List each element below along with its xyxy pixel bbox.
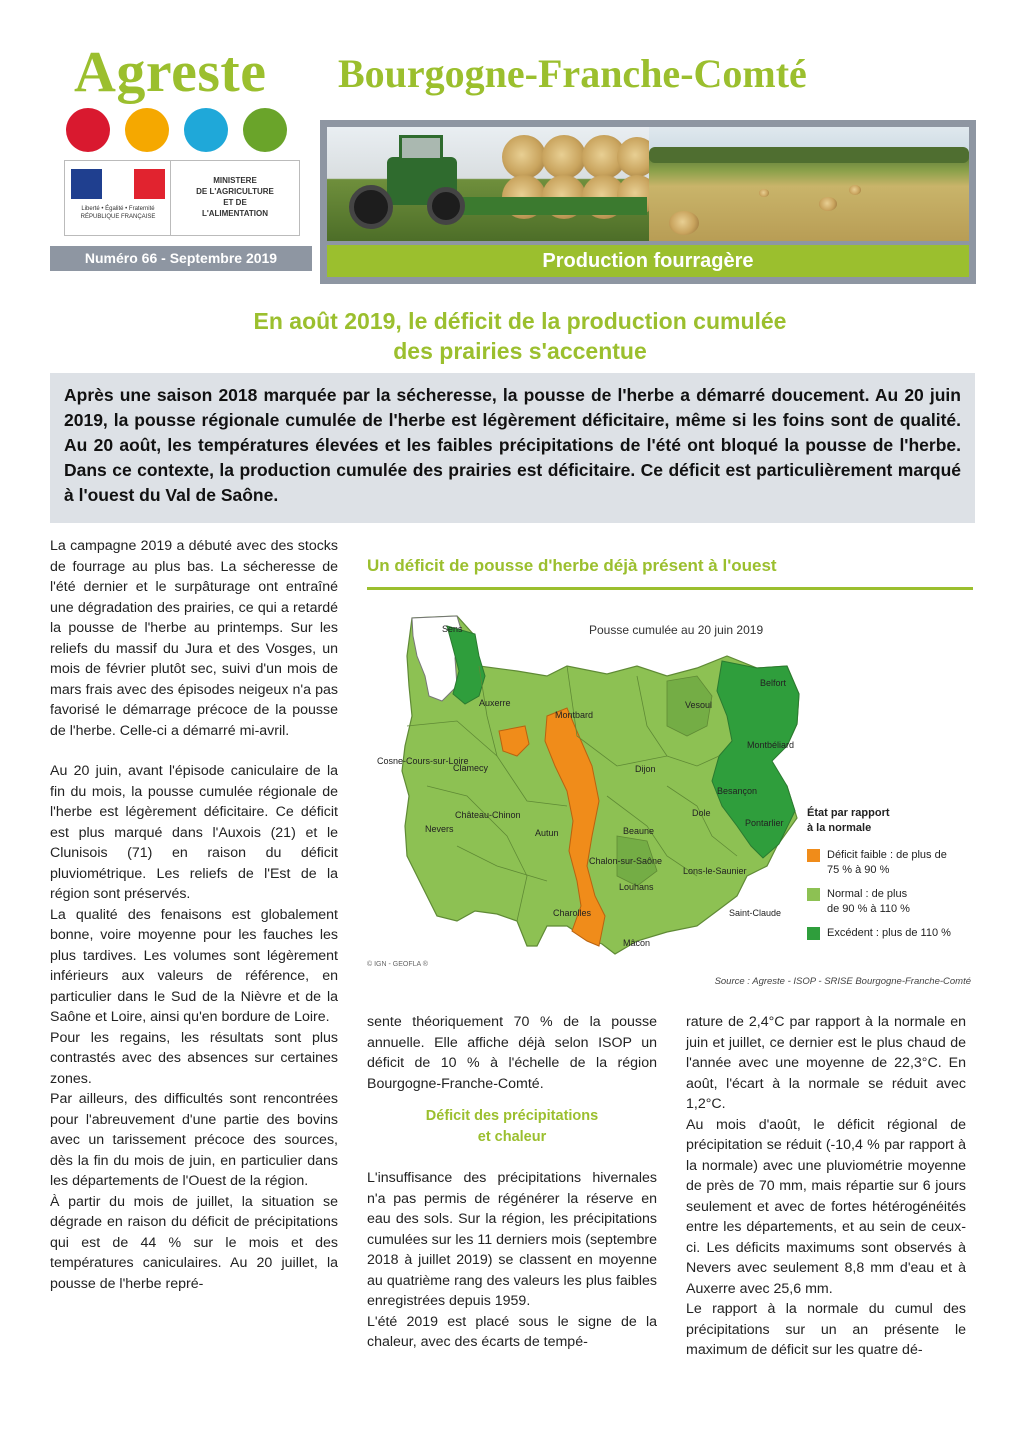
- french-flag-icon: [71, 169, 165, 199]
- paragraph: Au mois d'août, le déficit régional de précipitation se réduit (-10,4 % par rapport à la normale) avec une pluviométrie moyenne de près de 70 mm, mais répartie sur 6 jours seulement et avec de fortes hétérogénéités entre les départements, et au sein de ceux-ci. Les déficits maximums sont observés à Nevers avec seulement 8,8 mm d'eau et à Auxerre avec 25,6 mm.: [686, 1116, 966, 1297]
- city-label: Cosne-Cours-sur-Loire: [377, 756, 469, 766]
- banner: [320, 120, 976, 284]
- legend-swatch: [807, 849, 820, 862]
- paragraph: À partir du mois de juillet, la situation se dégrade en raison du déficit de précipitations qui est de 44 % sur le mois et des températures caniculaires. Au 20 juillet, la pousse de l'herbe repré-: [50, 1193, 338, 1292]
- city-label: Dole: [692, 808, 711, 818]
- city-label: Belfort: [760, 678, 787, 688]
- legend-item-excess: Excédent : plus de 110 %: [807, 926, 983, 941]
- red-dot: [66, 108, 110, 152]
- city-label: Dijon: [635, 764, 656, 774]
- region-title: Bourgogne-Franche-Comté: [338, 51, 807, 96]
- paragraph: La qualité des fenaisons est globalement bonne, voire moyenne pour les fauches les plus tardives. Les volumes sont légèrement inférieurs aux valeurs de référence, en particulier dans le Sud de la Nièvre et de la Saône et Loire, ainsi qu'en bordure de Loire.: [50, 906, 338, 1025]
- map-legend: [807, 806, 983, 950]
- theme-label: Production fourragère: [327, 245, 969, 277]
- map-figure: [367, 596, 977, 996]
- republic-motto: Liberté • Égalité • Fraternité: [81, 206, 155, 212]
- city-label: Nevers: [425, 824, 454, 834]
- city-label: Besançon: [717, 786, 758, 796]
- city-label: Pontarlier: [745, 818, 784, 828]
- city-label: Saint-Claude: [729, 908, 782, 918]
- legend-swatch: [807, 888, 820, 901]
- column-1: [50, 536, 338, 1294]
- paragraph: sente théoriquement 70 % de la pousse annuelle. Elle affiche déjà selon ISOP un déficit de 10 % à l'échelle de la région Bourgogne-Franche-Comté.: [367, 1014, 657, 1092]
- tractor-photo: [327, 127, 649, 241]
- city-label: Chalon-sur-Saône: [589, 856, 663, 866]
- lead-paragraph: Après une saison 2018 marquée par la sécheresse, la pousse de l'herbe a démarré doucement. Au 20 juin 2019, la pousse régionale cumulée de l'herbe est légèrement déficitaire, même si les foins sont de qualité. Au 20 août, les températures élevées et les faibles précipitations de l'été ont bloqué la pousse de l'herbe. Dans ce contexte, la production cumulée des prairies est déficitaire. Ce déficit est particulièrement marqué à l'ouest du Val de Saône.: [50, 373, 975, 523]
- paragraph: Pour les regains, les résultats sont plus contrastés avec des absences sur certaines zones.: [50, 1029, 338, 1087]
- orange-dot: [125, 108, 169, 152]
- city-label: Château-Chinon: [455, 810, 521, 820]
- map-credit: © IGN - GEOFLA ®: [367, 961, 428, 968]
- ministry-logo: [64, 160, 300, 236]
- city-label: Clamecy: [453, 763, 489, 773]
- headline: En août 2019, le déficit de la production cumulée des prairies s'accentue: [253, 308, 787, 364]
- paragraph: Le rapport à la normale du cumul des précipitations sur un an présente le maximum de déficit sur les quatre dé-: [686, 1301, 966, 1358]
- paragraph: L'été 2019 est placé sous le signe de la chaleur, avec des écarts de tempé-: [367, 1313, 657, 1350]
- city-label: Vesoul: [685, 700, 713, 710]
- field-photo: [649, 127, 969, 241]
- brand-title: Agreste: [74, 39, 267, 104]
- city-label: Mâcon: [623, 938, 651, 948]
- city-label: Beaune: [623, 826, 655, 836]
- legend-item-normal: Normal : de plus de 90 % à 110 %: [807, 887, 983, 917]
- banner-photo: [327, 127, 969, 241]
- map-subtitle: Pousse cumulée au 20 juin 2019: [589, 623, 764, 637]
- column-2: [367, 1012, 657, 1353]
- city-label: Charolles: [553, 908, 592, 918]
- blue-dot: [184, 108, 228, 152]
- region-map: [367, 596, 807, 966]
- marianne-logo: [65, 161, 171, 235]
- city-label: Montbard: [555, 710, 594, 720]
- city-label: Auxerre: [479, 698, 511, 708]
- legend-item-deficit: Déficit faible : de plus de 75 % à 90 %: [807, 848, 983, 878]
- map-source: Source : Agreste - ISOP - SRISE Bourgogne-Franche-Comté: [714, 976, 971, 987]
- column-3: [686, 1012, 966, 1361]
- republic-name: RÉPUBLIQUE FRANÇAISE: [80, 214, 156, 220]
- section-divider: [367, 587, 973, 590]
- map-section-title: Un déficit de pousse d'herbe déjà présent à l'ouest: [367, 556, 777, 575]
- legend-swatch: [807, 927, 820, 940]
- city-label: Montbéliard: [747, 740, 795, 750]
- brand-dots: [66, 108, 287, 152]
- paragraph: L'insuffisance des précipitations hivernales n'a pas permis de régénérer la réserve en eau des sols. Sur la région, les précipitations cumulées sur les 11 derniers mois (septembre 2018 à juillet 2019) se classent en moyenne au quatrième rang des valeurs les plus faibles enregistrées depuis 1959.: [367, 1170, 657, 1309]
- green-dot: [243, 108, 287, 152]
- ministry-name: MINISTERE DE L'AGRICULTURE ET DE L'ALIMENTATION: [196, 176, 274, 218]
- legend-title: État par rapport à la normale: [807, 807, 890, 834]
- city-label: Autun: [535, 828, 559, 838]
- paragraph: La campagne 2019 a débuté avec des stocks de fourrage au plus bas. La sécheresse de l'été dernier et le surpâturage ont entraîné une dégradation des prairies, ce qui a retardé la pousse de l'herbe au printemps. Sur les reliefs du massif du Jura et des Vosges, un mois de février plutôt sec, suivi d'un mois de mars frais avec des épisodes neigeux n'a pas favorisé le démarrage précoce de la pousse de l'herbe. Celle-ci a démarré mi-avril.: [50, 538, 338, 739]
- paragraph: rature de 2,4°C par rapport à la normale en juin et juillet, ce dernier est le plus chaud de l'année avec une moyenne de 22,3°C. En août, l'écart à la normale se réduit avec 1,2°C.: [686, 1014, 966, 1112]
- city-label: Sens: [442, 624, 463, 634]
- city-label: Lons-le-Saunier: [683, 866, 747, 876]
- subheading: Déficit des précipitations et chaleur: [425, 1108, 599, 1145]
- city-label: Louhans: [619, 882, 654, 892]
- paragraph: Au 20 juin, avant l'épisode caniculaire de la fin du mois, la pousse cumulée régionale de l'herbe est légèrement déficitaire. Ce déficit est plus marqué dans l'Auxois (21) et le Clunisois (71) en raison du déficit pluviométrique. Les reliefs de l'Est de la région sont préservés.: [50, 763, 338, 902]
- paragraph: Par ailleurs, des difficultés sont rencontrées pour l'abreuvement d'une partie des bovins avec un tarissement précoce des sources, dès la fin du mois de juin, en particulier dans les départements de l'Ouest de la région.: [50, 1091, 338, 1189]
- issue-number: Numéro 66 - Septembre 2019: [50, 246, 312, 271]
